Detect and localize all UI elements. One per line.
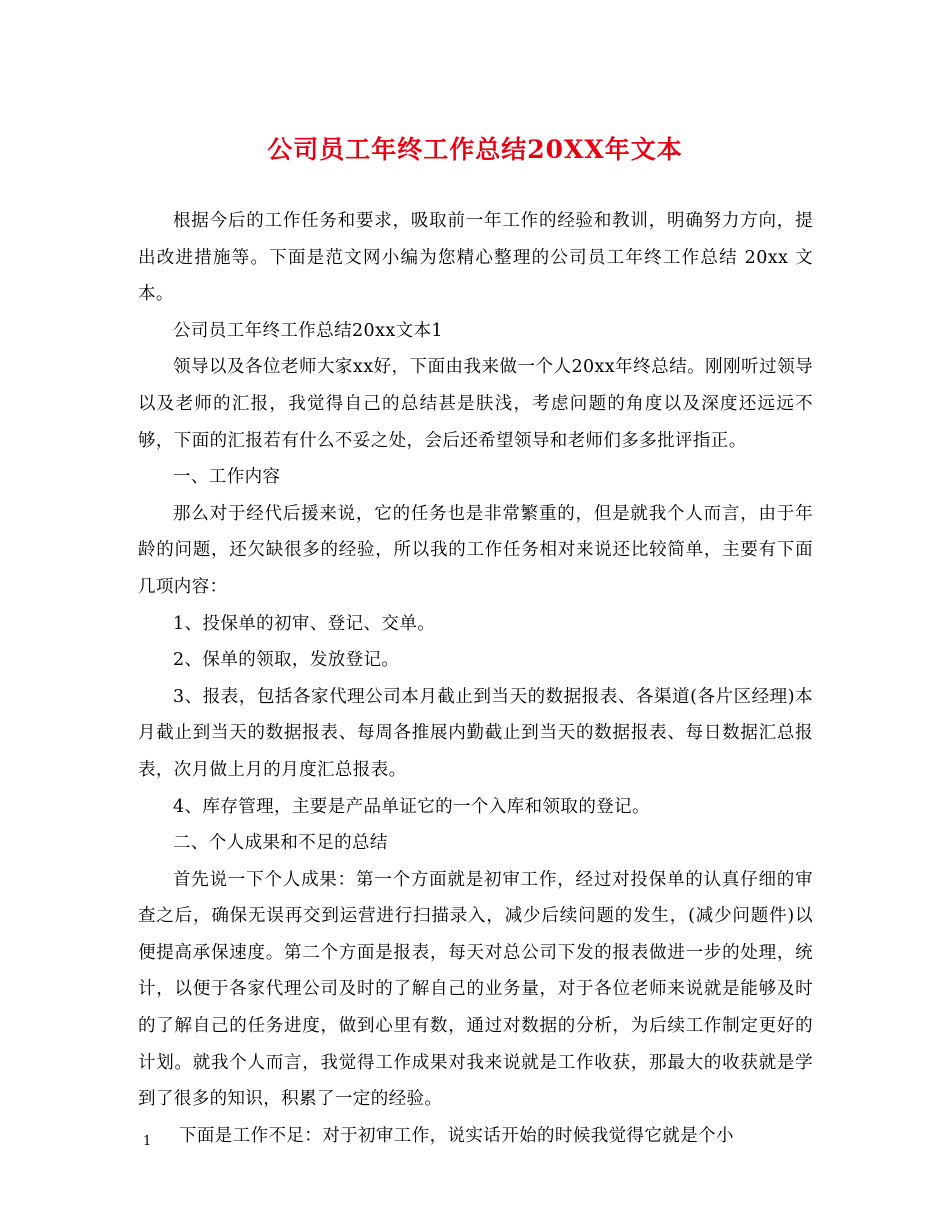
results-paragraph: 首先说一下个人成果：第一个方面就是初审工作，经过对投保单的认真仔细的审查之后，确保无误再交到运营进行扫描录入，减少后续问题的发生，(减少问题件)以便提高承保速度。第二个方面是报表，每天对总公司下发的报表做进一步的处理，统计，以便于各家代理公司及时的了解自己的业务量，对于各位老师来说就是能够及时的了解自己的任务进度，做到心里有数，通过对数据的分析，为后续工作制定更好的计划。就我个人而言，我觉得工作成果对我来说就是工作收获，那最大的收获就是学到了很多的知识，积累了一定的经验。 bbox=[138, 869, 813, 1110]
heading-work-content: 一、工作内容 bbox=[173, 467, 281, 488]
page-number: 1 bbox=[143, 1134, 152, 1149]
document-body bbox=[138, 203, 813, 1154]
list-item-1: 1、投保单的初审、登记、交单。 bbox=[173, 613, 436, 634]
shortcomings-paragraph: 下面是工作不足：对于初审工作，说实话开始的时候我觉得它就是个小 bbox=[179, 1125, 734, 1146]
list-item-3: 3、报表，包括各家代理公司本月截止到当天的数据报表、各渠道(各片区经理)本月截止到当天的数据报表、每周各推展内勤截止到当天的数据报表、每日数据汇总报表，次月做上月的月度汇总报表。 bbox=[138, 686, 813, 780]
heading-results-summary: 二、个人成果和不足的总结 bbox=[173, 833, 388, 854]
document-title: 公司员工年终工作总结20XX年文本 bbox=[267, 135, 683, 164]
list-item-4: 4、库存管理，主要是产品单证它的一个入库和领取的登记。 bbox=[173, 796, 650, 817]
list-item-2: 2、保单的领取，发放登记。 bbox=[173, 650, 400, 671]
greeting-paragraph: 领导以及各位老师大家xx好，下面由我来做一个人20xx年终总结。刚刚听过领导以及老师的汇报，我觉得自己的总结甚是肤浅，考虑问题的角度以及深度还远远不够，下面的汇报若有什么不妥之处，会后还希望领导和老师们多多批评指正。 bbox=[138, 357, 813, 451]
work-content-paragraph: 那么对于经代后援来说，它的任务也是非常繁重的，但是就我个人而言，由于年龄的问题，还欠缺很多的经验，所以我的工作任务相对来说还比较简单，主要有下面几项内容： bbox=[138, 503, 813, 597]
section-heading-text-1: 公司员工年终工作总结20xx文本1 bbox=[173, 320, 443, 341]
intro-paragraph: 根据今后的工作任务和要求，吸取前一年工作的经验和教训，明确努力方向，提出改进措施等。下面是范文网小编为您精心整理的公司员工年终工作总结 20xx 文本。 bbox=[138, 211, 813, 305]
